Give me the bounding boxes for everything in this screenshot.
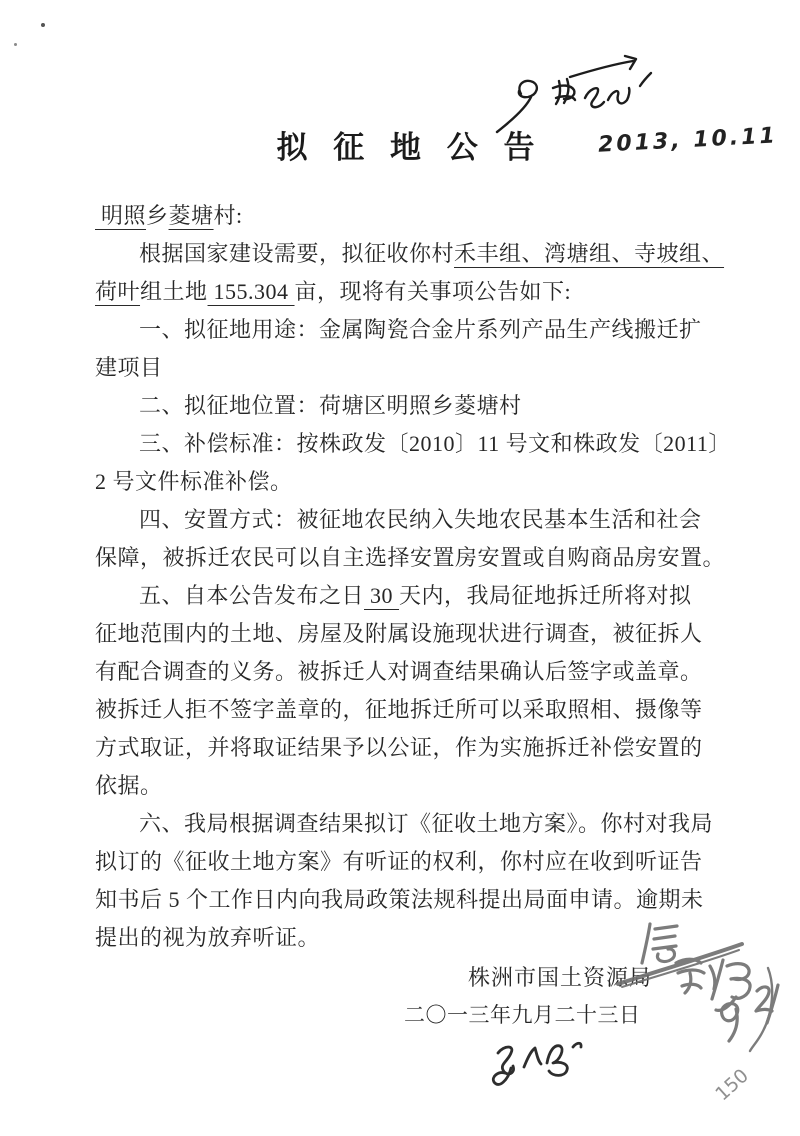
body-text: 天内，我局征地拆迁所将对拟	[399, 583, 692, 608]
body-text: 村:	[213, 203, 243, 228]
scan-speck	[41, 23, 45, 27]
page-title: 拟 征 地 公 告	[276, 130, 544, 165]
body-text: 提出的视为放弃听证。	[95, 925, 321, 950]
body-text: 组土地	[140, 279, 208, 304]
handwritten-number-note: 150	[711, 1064, 753, 1106]
body-text: 知书后 5 个工作日内向我局政策法规科提出局面申请。逾期未	[95, 887, 704, 912]
body-text: 乡	[146, 203, 169, 228]
document-line	[95, 919, 720, 957]
body-text: 二、拟征地位置：荷塘区明照乡菱塘村	[139, 393, 522, 418]
body-text: 三、补偿标准：按株政发〔2010〕11 号文和株政发〔2011〕	[139, 431, 731, 456]
document-line	[95, 235, 725, 273]
document-line	[95, 577, 720, 615]
document-line	[95, 539, 726, 577]
body-text: 征地范围内的土地、房屋及附属设施现状进行调查，被征拆人	[95, 621, 703, 646]
document-line	[95, 881, 720, 919]
body-text: 五、自本公告发布之日	[139, 583, 365, 608]
document-line	[95, 729, 720, 767]
body-text: 拟订的《征收土地方案》有听证的权利，你村应在收到听证告	[95, 849, 703, 874]
body-text: 2 号文件标准补偿。	[95, 469, 293, 494]
scan-speck	[14, 43, 17, 46]
document-line	[95, 349, 720, 387]
handwritten-date-annotation: 2013, 10.11	[597, 123, 779, 158]
body-text: 方式取证，并将取证结果予以公证，作为实施拆迁补偿安置的	[95, 735, 703, 760]
body-text: 根据国家建设需要，拟征收你村	[139, 241, 455, 266]
document-line	[95, 463, 720, 501]
document-line	[95, 387, 720, 425]
filled-blank-text: 菱塘	[168, 203, 214, 228]
body-text: 亩，现将有关事项公告如下:	[294, 279, 572, 304]
document-lines	[95, 197, 731, 957]
bottom-signature-scribble	[493, 1043, 581, 1084]
body-text: 四、安置方式：被征地农民纳入失地农民基本生活和社会	[139, 507, 702, 532]
document-line	[95, 843, 720, 881]
document-line	[95, 767, 720, 805]
document-line	[95, 805, 720, 843]
filled-blank-text: 30	[364, 583, 400, 608]
document-line	[95, 691, 720, 729]
filled-blank-text: 荷叶	[95, 279, 141, 304]
document-line	[95, 273, 720, 311]
filled-blank-text: 155.304	[207, 279, 295, 304]
filled-blank-text: 禾丰组、湾塘组、寺坡组、	[454, 241, 725, 266]
body-text: 建项目	[95, 355, 163, 380]
body-text: 六、我局根据调查结果拟订《征收土地方案》。你村对我局	[139, 811, 714, 836]
body-text: 被拆迁人拒不签字盖章的，征地拆迁所可以采取照相、摄像等	[95, 697, 703, 722]
document-line	[95, 311, 720, 349]
body-text: 保障，被拆迁农民可以自主选择安置房安置或自购商品房安置。	[95, 545, 726, 570]
issuing-authority: 株洲市国土资源局	[468, 965, 653, 990]
document-line	[95, 653, 720, 691]
document-line	[95, 615, 720, 653]
document-line	[95, 425, 731, 463]
document-line	[95, 501, 720, 539]
document-line	[95, 197, 720, 235]
body-text: 一、拟征地用途：金属陶瓷合金片系列产品生产线搬迁扩	[139, 317, 702, 342]
body-text: 有配合调查的义务。被拆迁人对调查结果确认后签字或盖章。	[95, 659, 703, 684]
body-text: 依据。	[95, 773, 163, 798]
top-signature-scribble	[497, 56, 651, 132]
issue-date: 二〇一三年九月二十三日	[404, 1003, 641, 1027]
filled-blank-text: 明照	[95, 203, 147, 228]
